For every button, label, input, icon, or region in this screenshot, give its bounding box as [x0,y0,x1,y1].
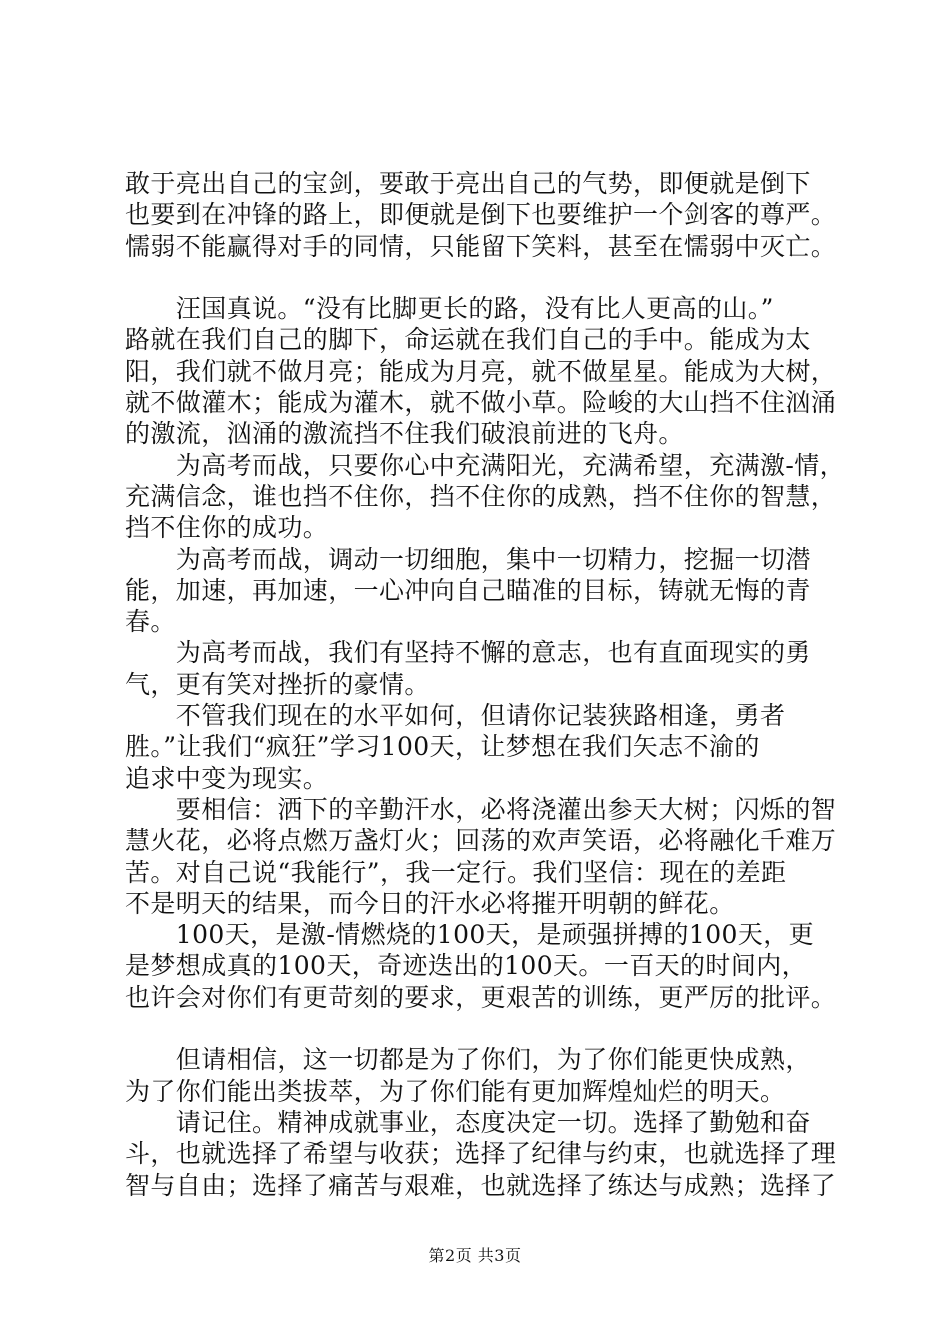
text-line: 是梦想成真的100天，奇迹迭出的100天。一百天的时间内， [125,951,808,981]
text-line: 路就在我们自己的脚下，命运就在我们自己的手中。能成为太 [125,325,811,355]
paragraph-gap [125,262,865,293]
text-line: 但请相信，这一切都是为了你们，为了你们能更快成熟， [125,1045,811,1075]
text-line: 汪国真说。“没有比脚更长的路，没有比人更高的山。” [125,294,774,324]
body-text [125,168,865,1201]
text-line: 气，更有笑对挫折的豪情。 [125,669,430,699]
text-line: 智与自由；选择了痛苦与艰难，也就选择了练达与成熟；选择了 [125,1170,837,1200]
text-line: 100天，是激-情燃烧的100天，是顽强拼搏的100天，更 [125,920,815,950]
text-line: 苦。对自己说“我能行”，我一定行。我们坚信：现在的差距 [125,857,787,887]
text-line: 挡不住你的成功。 [125,513,329,543]
text-line: 为高考而战，只要你心中充满阳光，充满希望，充满激-情， [125,450,846,480]
text-line: 能，加速，再加速，一心冲向自己瞄准的目标，铸就无悔的青 [125,575,811,605]
text-line: 胜。”让我们“疯狂”学习100天，让梦想在我们矢志不渝的 [125,732,760,762]
text-line: 也许会对你们有更苛刻的要求，更艰苦的训练，更严厉的批评。 [125,982,837,1012]
text-line: 也要到在冲锋的路上，即便就是倒下也要维护一个剑客的尊严。 [125,200,837,230]
text-line: 充满信念，谁也挡不住你，挡不住你的成熟，挡不住你的智慧， [125,481,837,511]
text-line: 请记住。精神成就事业，态度决定一切。选择了勤勉和奋 [125,1107,811,1137]
text-line: 敢于亮出自己的宝剑，要敢于亮出自己的气势，即便就是倒下 [125,169,811,198]
text-line: 阳，我们就不做月亮；能成为月亮，就不做星星。能成为大树， [125,356,837,386]
text-line: 不是明天的结果，而今日的汗水必将摧开明朝的鲜花。 [125,888,735,918]
text-line: 懦弱不能赢得对手的同情，只能留下笑料，甚至在懦弱中灭亡。 [125,231,837,261]
page-number-footer: 第2页 共3页 [428,1246,522,1265]
text-line: 春。 [125,607,176,637]
text-line: 追求中变为现实。 [125,763,329,793]
text-line: 为高考而战，我们有坚持不懈的意志，也有直面现实的勇 [125,638,811,668]
text-line: 为高考而战，调动一切细胞，集中一切精力，挖掘一切潜 [125,544,811,574]
text-line: 要相信：洒下的辛勤汗水，必将浇灌出参天大树；闪烁的智 [125,794,837,824]
text-line: 不管我们现在的水平如何，但请你记装狭路相逢，勇者 [125,701,786,731]
text-line: 的激流，汹涌的激流挡不住我们破浪前进的飞舟。 [125,419,684,449]
text-line: 就不做灌木；能成为灌木，就不做小草。险峻的大山挡不住汹涌 [125,388,837,418]
text-line: 为了你们能出类拔萃，为了你们能有更加辉煌灿烂的明天。 [125,1076,786,1106]
text-line: 慧火花，必将点燃万盏灯火；回荡的欢声笑语，必将融化千难万 [125,826,837,856]
text-line: 斗，也就选择了希望与收获；选择了纪律与约束，也就选择了理 [125,1139,837,1169]
paragraph-gap [125,1013,865,1044]
